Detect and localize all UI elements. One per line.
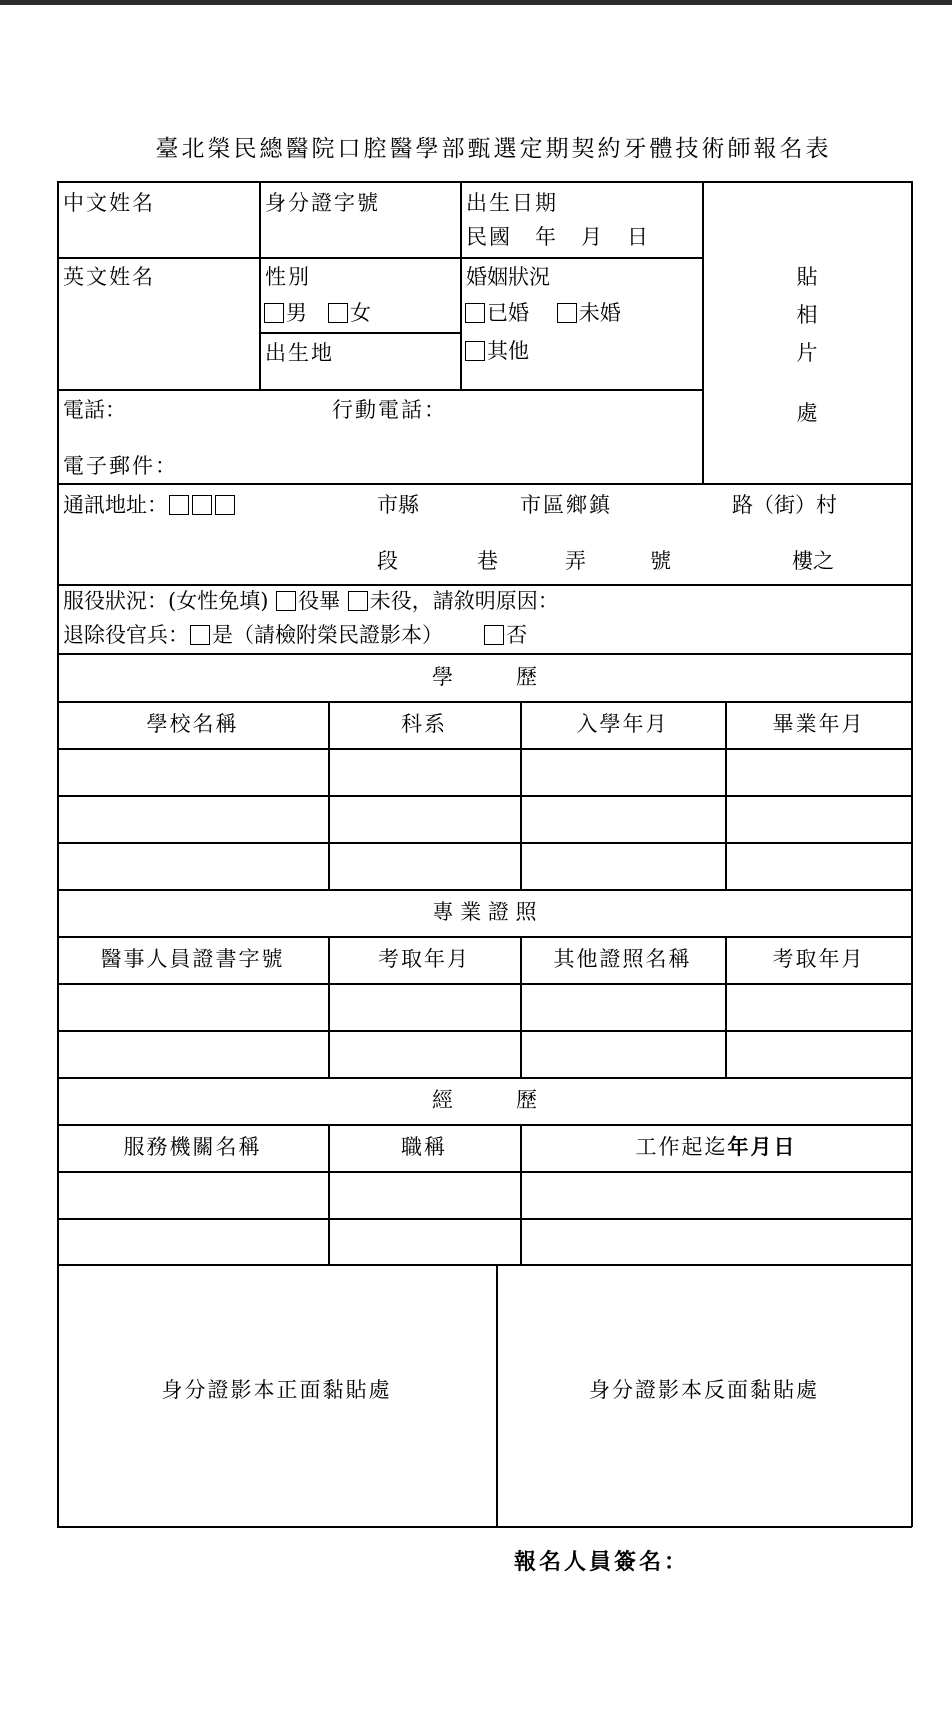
id-number-label: 身分證字號 [265, 191, 380, 215]
application-form [57, 181, 912, 1527]
mobile-label: 行動電話： [332, 398, 447, 422]
postal-box-1[interactable] [169, 495, 189, 515]
gender-options [263, 301, 371, 325]
military-done-label: 役畢 [298, 589, 341, 613]
edu-col-dept: 科系 [401, 712, 447, 736]
divider [57, 483, 912, 485]
id-back-area: 身分證影本反面黏貼處 [589, 1378, 819, 1402]
address-label: 通訊地址： [63, 493, 168, 517]
divider [460, 181, 462, 389]
border-bottom [57, 1526, 912, 1528]
gender-female-label: 女 [350, 301, 372, 325]
postal-box-2[interactable] [192, 495, 212, 515]
top-bar [0, 0, 952, 5]
cert-col-date2: 考取年月 [772, 947, 865, 971]
cert-col-other: 其他證照名稱 [553, 947, 692, 971]
birthplace-label: 出生地 [265, 341, 334, 365]
address-lane: 巷 [477, 549, 498, 573]
veteran-label: 退除役官兵： [63, 623, 189, 647]
signature-label: 報名人員簽名： [514, 1549, 690, 1575]
chinese-name-label: 中文姓名 [63, 191, 155, 215]
photo-label-4: 處 [796, 401, 818, 425]
divider [259, 332, 460, 334]
id-front-area: 身分證影本正面黏貼處 [161, 1378, 392, 1402]
exp-col-title: 職稱 [401, 1135, 447, 1159]
divider [57, 257, 702, 259]
gender-male-checkbox[interactable] [264, 303, 284, 323]
military-row [63, 589, 559, 613]
military-done-checkbox[interactable] [276, 591, 296, 611]
divider [259, 181, 261, 389]
edu-col-school: 學校名稱 [146, 712, 239, 736]
divider [57, 653, 912, 655]
marital-other-label: 其他 [487, 339, 529, 363]
experience-heading: 經 歷 [432, 1088, 537, 1112]
military-not-label: 未役，請敘明原因： [369, 589, 559, 613]
photo-label-2: 相 [796, 303, 818, 327]
address-city: 市縣 [377, 493, 419, 517]
military-not-checkbox[interactable] [348, 591, 368, 611]
exp-col-period [520, 1135, 912, 1159]
border-top [57, 181, 912, 183]
border-left [57, 181, 59, 1527]
address-number: 號 [650, 549, 671, 573]
english-name-label: 英文姓名 [63, 265, 155, 289]
address-district: 市區鄉鎮 [520, 493, 612, 517]
cert-col-license: 醫事人員證書字號 [100, 947, 285, 971]
birth-date-format: 民國 年 月 日 [466, 225, 650, 249]
veteran-no-checkbox[interactable] [484, 625, 504, 645]
address-section: 段 [377, 549, 398, 573]
divider [57, 983, 912, 985]
divider [57, 584, 912, 586]
divider [57, 1171, 912, 1173]
exp-col-org: 服務機關名稱 [123, 1135, 262, 1159]
veteran-no-label: 否 [506, 623, 528, 647]
divider [57, 389, 702, 391]
postal-box-3[interactable] [215, 495, 235, 515]
marital-married-label: 已婚 [487, 301, 529, 325]
birth-date-label: 出生日期 [466, 191, 558, 215]
divider [57, 701, 912, 703]
exp-period-suffix: 年月日 [727, 1134, 797, 1159]
photo-label-3: 片 [796, 341, 818, 365]
veteran-yes-checkbox[interactable] [190, 625, 210, 645]
divider [57, 1218, 912, 1220]
gender-label: 性別 [265, 265, 311, 289]
marital-status-label: 婚姻狀況 [466, 265, 550, 289]
photo-divider [702, 181, 704, 483]
marital-married-checkbox[interactable] [465, 303, 485, 323]
phone-label: 電話： [63, 398, 126, 422]
border-right [911, 181, 913, 1527]
edu-col-grad: 畢業年月 [772, 712, 865, 736]
address-row1 [63, 493, 237, 517]
address-road: 路（街）村 [732, 493, 837, 517]
marital-single-label: 未婚 [578, 301, 621, 325]
gender-male-label: 男 [286, 301, 307, 325]
exp-period-prefix: 工作起迄 [635, 1135, 728, 1159]
marital-options-row1 [464, 301, 621, 325]
divider [57, 1077, 912, 1079]
divider [57, 1264, 912, 1266]
marital-options-row2 [464, 339, 529, 363]
gender-female-checkbox[interactable] [328, 303, 348, 323]
marital-single-checkbox[interactable] [557, 303, 577, 323]
address-floor: 樓之 [792, 549, 834, 573]
divider [57, 842, 912, 844]
edu-col-start: 入學年月 [576, 712, 669, 736]
divider [57, 936, 912, 938]
veteran-row [63, 623, 527, 647]
certificates-heading: 專 業 證 照 [432, 900, 537, 924]
photo-label-1: 貼 [796, 265, 818, 289]
education-heading: 學 歷 [432, 665, 537, 689]
veteran-yes-label: 是（請檢附榮民證影本） [212, 623, 443, 647]
divider [57, 889, 912, 891]
divider [57, 795, 912, 797]
divider [57, 1124, 912, 1126]
form-title: 臺北榮民總醫院口腔醫學部甄選定期契約牙體技術師報名表 [155, 136, 832, 162]
military-label: 服役狀況：(女性免填) [63, 589, 269, 613]
email-label: 電子郵件： [63, 454, 178, 478]
address-alley: 弄 [565, 549, 586, 573]
divider [57, 748, 912, 750]
cert-col-date: 考取年月 [378, 947, 470, 971]
marital-other-checkbox[interactable] [465, 341, 485, 361]
divider [57, 1030, 912, 1032]
